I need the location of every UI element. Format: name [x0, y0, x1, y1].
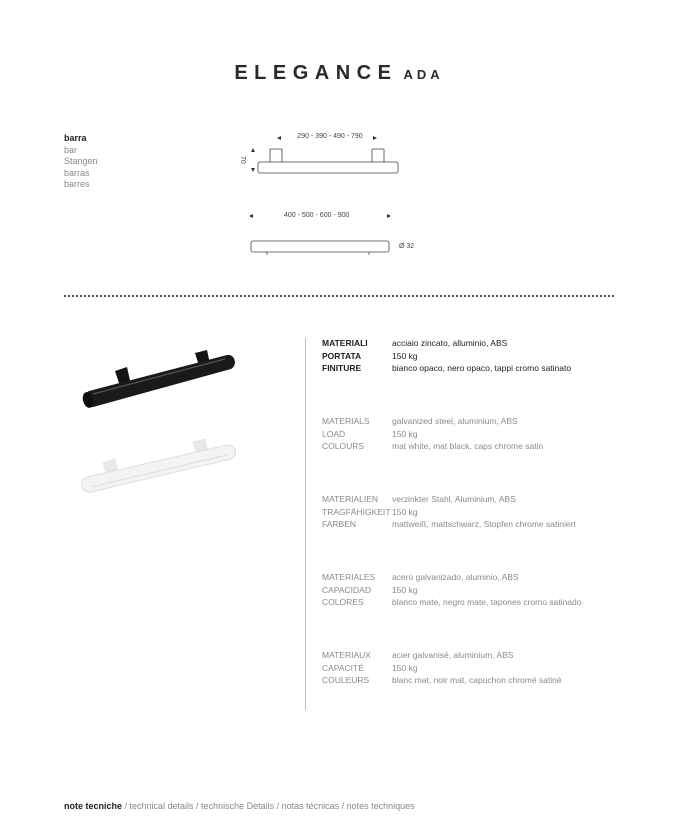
height-label: 70: [239, 156, 246, 164]
spec-row: [322, 596, 581, 609]
white-bar-image: [82, 439, 236, 492]
spec-row: [322, 649, 562, 662]
spec-value: 150 kg: [392, 662, 418, 673]
dotted-divider: [64, 295, 614, 297]
spec-value: bianco opaco, nero opaco, tappi cromo satinato: [392, 363, 572, 373]
spec-value: acero galvanizado, aluminio, ABS: [392, 572, 519, 582]
spec-block-fr: [322, 649, 562, 687]
title-main: ELEGANCE: [234, 62, 398, 84]
spec-key: COULEURS: [322, 675, 370, 685]
spec-key: LOAD: [322, 428, 346, 439]
spec-row: [322, 674, 562, 687]
spec-value: blanc mat, noir mat, capuchon chromé satiné: [392, 675, 562, 685]
spec-value: galvanized steel, aluminium, ABS: [392, 416, 518, 426]
spec-key: MATERIAUX: [322, 650, 371, 660]
spec-row: [322, 350, 571, 363]
spec-key: COLORES: [322, 597, 364, 607]
spec-key: FARBEN: [322, 519, 357, 529]
spec-row: [322, 362, 571, 375]
footer-strong: note tecniche: [64, 801, 123, 811]
spec-value: mattweiß, mattschwarz, Stopfen chrome satiniert: [392, 519, 576, 529]
spec-key: PORTATA: [322, 350, 362, 361]
spec-row: [322, 571, 581, 584]
spec-value: blanco mate, negro mate, tapones cromo satinado: [392, 597, 582, 607]
spec-row: [322, 518, 576, 531]
spec-key: MATERIALS: [322, 416, 370, 426]
spec-row: [322, 584, 581, 597]
spec-value: 150 kg: [392, 350, 418, 361]
spec-key: COLOURS: [322, 441, 365, 451]
spec-value: 150 kg: [392, 584, 418, 595]
bottom-width-label: 400 - 500 - 600 - 900: [284, 212, 350, 219]
spec-key: CAPACIDAD: [322, 584, 371, 595]
spec-key: MATERIALES: [322, 572, 376, 582]
spec-row: [322, 428, 543, 441]
spec-block-de: [322, 493, 576, 531]
spec-block-it: [322, 337, 571, 375]
spec-value: 150 kg: [392, 506, 418, 517]
page-title: [0, 62, 678, 85]
spec-value: verzinkter Stahl, Aluminium, ABS: [392, 494, 516, 504]
diameter-label: Ø 32: [399, 243, 415, 250]
spec-key: MATERIALI: [322, 338, 368, 348]
spec-value: acier galvanisé, aluminium, ABS: [392, 650, 514, 660]
product-name-de: Stangen: [64, 156, 98, 166]
spec-key: CAPACITÉ: [322, 662, 364, 673]
product-name-list: [64, 133, 98, 191]
spec-key: TRAGFÄHIGKEIT: [322, 506, 391, 517]
product-name-es: barras: [64, 167, 90, 178]
spec-key: FINITURE: [322, 363, 362, 373]
spec-block-es: [322, 571, 581, 609]
spec-row: [322, 662, 562, 675]
spec-key: MATERIALIEN: [322, 494, 379, 504]
footer-rest: / technical details / technische Details / notas técnicas / notes techniques: [122, 801, 415, 811]
spec-row: [322, 440, 543, 453]
spec-block-en: [322, 415, 543, 453]
spec-value: 150 kg: [392, 428, 418, 439]
title-sub: ADA: [403, 67, 444, 82]
product-images: [75, 345, 250, 505]
spec-row: [322, 493, 576, 506]
spec-value: acciaio zincato, alluminio, ABS: [392, 338, 508, 348]
product-name-en: bar: [64, 144, 78, 155]
black-bar-image: [81, 350, 235, 409]
top-width-label: 290 - 390 - 490 - 790: [297, 133, 363, 140]
footer-note: [64, 801, 415, 811]
vertical-divider: [305, 338, 306, 710]
product-name-fr: barres: [64, 179, 90, 189]
product-name-it: barra: [64, 133, 87, 143]
spec-value: mat white, mat black, caps chrome satin: [392, 441, 544, 451]
spec-row: [322, 337, 571, 350]
spec-row: [322, 415, 543, 428]
spec-row: [322, 506, 576, 519]
